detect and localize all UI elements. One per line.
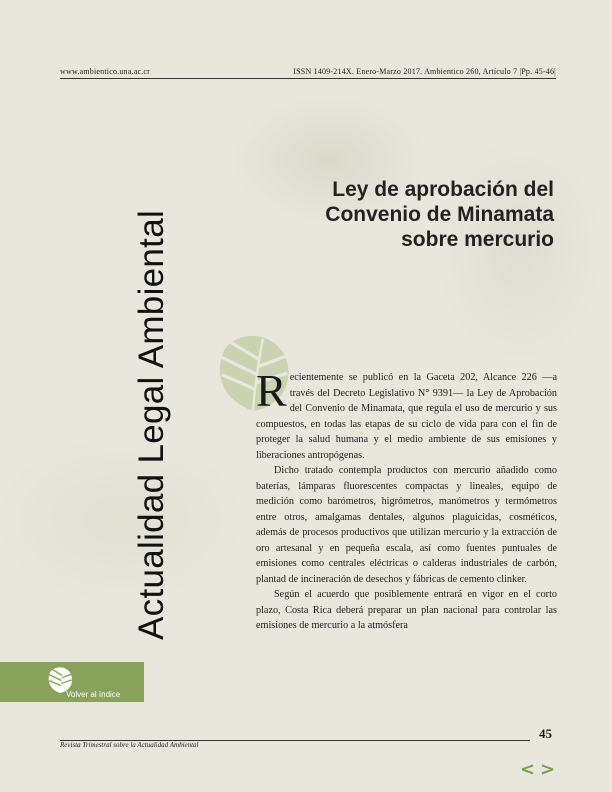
paragraph bbox=[256, 365, 557, 463]
next-page-button[interactable]: > bbox=[540, 759, 556, 780]
previous-page-button[interactable]: < bbox=[520, 759, 536, 780]
running-header bbox=[60, 64, 556, 78]
website-link[interactable]: www.ambientico.una.ac.cr bbox=[60, 67, 151, 76]
article-title-line: sobre mercurio bbox=[401, 228, 554, 251]
section-title: Actualidad Legal Ambiental bbox=[132, 209, 171, 640]
article-title bbox=[274, 177, 554, 252]
paragraph-text: ecientemente se publicó en la Gaceta 202, Alcance 226 —a través del Decreto Legislativo N° 9391— la Ley de Aprobación del Convenio de Minamata, que regula el uso de mercurio y sus compuestos, en todas las etapas de su ciclo de vida para con el fin de proteger la salud humana y el medio ambiente de sus emisiones y liberaciones antropógenas. bbox=[256, 372, 557, 461]
drop-cap: R bbox=[256, 365, 287, 416]
article-body bbox=[256, 365, 557, 634]
article-title-line: Ley de aprobación del bbox=[332, 178, 554, 201]
article-title-line: Convenio de Minamata bbox=[325, 203, 554, 226]
paragraph: Según el acuerdo que posiblemente entrará en vigor en el corto plazo, Costa Rica deberá preparar un plan nacional para controlar las emisiones de mercurio a la atmósfera bbox=[256, 589, 557, 631]
paragraph: Dicho tratado contempla productos con mercurio añadido como baterías, lámparas fluorescentes compactas y lineales, equipo de medición como barómetros, higrómetros, manómetros y termómetros entre otros, amalgamas dentales, algunos plaguicidas, cosméticos, además de procesos productivos que utilizan mercurio y la extracción de oro artesanal y en pequeña escala, así como fuentes puntuales de emisiones como centrales eléctricas o calderas industriales de carbón, plantad de incineración de desechos y fábricas de cemento clinker. bbox=[256, 465, 557, 585]
footer-journal-name: Revista Trimestral sobre la Actualidad Ambiental bbox=[60, 741, 199, 749]
header-divider bbox=[60, 78, 556, 79]
page-number: 45 bbox=[539, 726, 552, 741]
back-to-index-label: Volver al índice bbox=[66, 690, 121, 699]
issn-info: ISSN 1409-214X. Enero-Marzo 2017. Ambientico 260, Artículo 7 |Pp. 45-46| bbox=[293, 67, 556, 76]
back-to-index-button[interactable] bbox=[0, 662, 144, 702]
